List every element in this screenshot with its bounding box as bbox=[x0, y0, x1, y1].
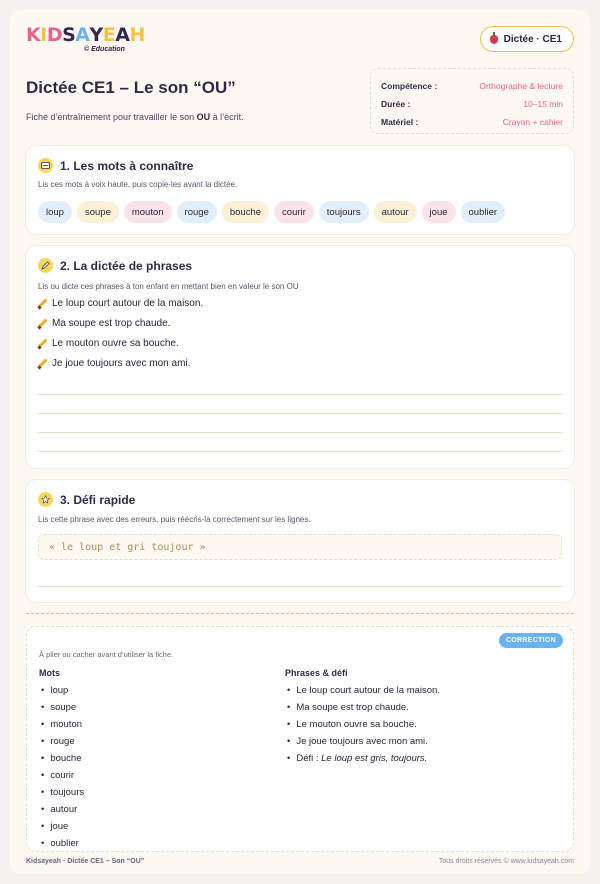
section-challenge-title: 3. Défi rapide bbox=[60, 492, 136, 507]
dictation-sentence: Le mouton ouvre sa bouche. bbox=[38, 338, 179, 349]
correction-word: • soupe bbox=[41, 702, 76, 713]
meta-row-duree: Durée : 10–15 min bbox=[381, 99, 563, 109]
section-words-card bbox=[26, 146, 574, 234]
pencil-icon bbox=[38, 339, 47, 348]
writing-line[interactable] bbox=[38, 413, 562, 414]
word-pill: rouge bbox=[177, 201, 217, 223]
word-pill: autour bbox=[374, 201, 417, 223]
correction-box bbox=[26, 626, 574, 852]
writing-line[interactable] bbox=[38, 586, 562, 587]
dictation-sentence: Ma soupe est trop chaude. bbox=[38, 318, 170, 329]
correction-word: • courir bbox=[41, 770, 74, 781]
logo-subtitle: © Education bbox=[84, 46, 125, 53]
level-badge bbox=[480, 26, 574, 52]
word-pill: bouche bbox=[222, 201, 269, 223]
section-dictation-card bbox=[26, 246, 574, 468]
correction-word: • autour bbox=[41, 804, 77, 815]
correction-word: • oublier bbox=[41, 838, 79, 849]
apple-icon bbox=[490, 35, 498, 44]
footer-right: Tous droits réservés © www.kidsayeah.com bbox=[438, 858, 574, 865]
pencil-icon bbox=[38, 359, 47, 368]
word-pill: oublier bbox=[461, 201, 506, 223]
word-list bbox=[38, 201, 505, 223]
word-pill: soupe bbox=[77, 201, 119, 223]
correction-word: • toujours bbox=[41, 787, 84, 798]
correction-hint: À plier ou cacher avant d’utiliser la fiche. bbox=[39, 650, 174, 659]
word-pill: toujours bbox=[319, 201, 369, 223]
worksheet-page bbox=[10, 10, 590, 874]
section-words-hint: Lis ces mots à voix haute, puis copie-les avant la dictée. bbox=[38, 180, 238, 189]
writing-line[interactable] bbox=[38, 451, 562, 452]
cut-line bbox=[26, 613, 574, 614]
correction-word: • mouton bbox=[41, 719, 82, 730]
writing-line[interactable] bbox=[38, 394, 562, 395]
pencil-icon bbox=[38, 299, 47, 308]
correction-phrase: • Le loup court autour de la maison. bbox=[287, 685, 440, 696]
pencil-icon bbox=[38, 258, 53, 273]
challenge-phrase-box: « le loup et gri toujour » bbox=[38, 534, 562, 560]
section-dictation-header bbox=[38, 258, 192, 273]
level-badge-label: Dictée · CE1 bbox=[503, 33, 562, 45]
page-title: Dictée CE1 – Le son “OU” bbox=[26, 78, 236, 97]
word-pill: joue bbox=[422, 201, 456, 223]
section-challenge-header bbox=[38, 492, 135, 507]
kidsayeah-logo bbox=[26, 24, 156, 64]
star-icon bbox=[38, 492, 53, 507]
word-pill: mouton bbox=[124, 201, 172, 223]
word-pill: courir bbox=[274, 201, 314, 223]
correction-phrase: • Je joue toujours avec mon ami. bbox=[287, 736, 428, 747]
correction-badge: CORRECTION bbox=[499, 633, 563, 648]
correction-word: • joue bbox=[41, 821, 68, 832]
section-words-header bbox=[38, 158, 193, 173]
footer-left: Kidsayeah · Dictée CE1 – Son “OU” bbox=[26, 858, 145, 865]
meta-row-competence: Compétence : Orthographe & lecture bbox=[381, 81, 563, 91]
meta-row-materiel: Matériel : Crayon + cahier bbox=[381, 117, 563, 127]
ticket-icon bbox=[38, 158, 53, 173]
correction-word: • bouche bbox=[41, 753, 82, 764]
word-pill: loup bbox=[38, 201, 72, 223]
section-challenge-card bbox=[26, 480, 574, 602]
correction-phrases-title: Phrases & défi bbox=[285, 668, 348, 678]
correction-phrase: • Ma soupe est trop chaude. bbox=[287, 702, 409, 713]
dictation-sentence: Je joue toujours avec mon ami. bbox=[38, 358, 190, 369]
correction-defi: • Défi : Le loup est gris, toujours. bbox=[287, 753, 427, 764]
correction-word: • rouge bbox=[41, 736, 75, 747]
page-subtitle: Fiche d’entraînement pour travailler le son OU à l’écrit. bbox=[26, 112, 244, 122]
pencil-icon bbox=[38, 319, 47, 328]
meta-box bbox=[370, 68, 574, 134]
section-dictation-title: 2. La dictée de phrases bbox=[60, 258, 193, 273]
dictation-sentence: Le loup court autour de la maison. bbox=[38, 298, 203, 309]
writing-line[interactable] bbox=[38, 432, 562, 433]
section-words-title: 1. Les mots à connaître bbox=[60, 158, 194, 173]
logo-wordmark: KIDSAYEAH bbox=[26, 24, 145, 46]
correction-word: • loup bbox=[41, 685, 68, 696]
correction-phrase: • Le mouton ouvre sa bouche. bbox=[287, 719, 417, 730]
section-challenge-hint: Lis cette phrase avec des erreurs, puis réécris-la correctement sur les lignes. bbox=[38, 515, 311, 524]
correction-words-title: Mots bbox=[39, 668, 60, 678]
section-dictation-hint: Lis ou dicte ces phrases à ton enfant en mettant bien en valeur le son OU bbox=[38, 282, 299, 291]
